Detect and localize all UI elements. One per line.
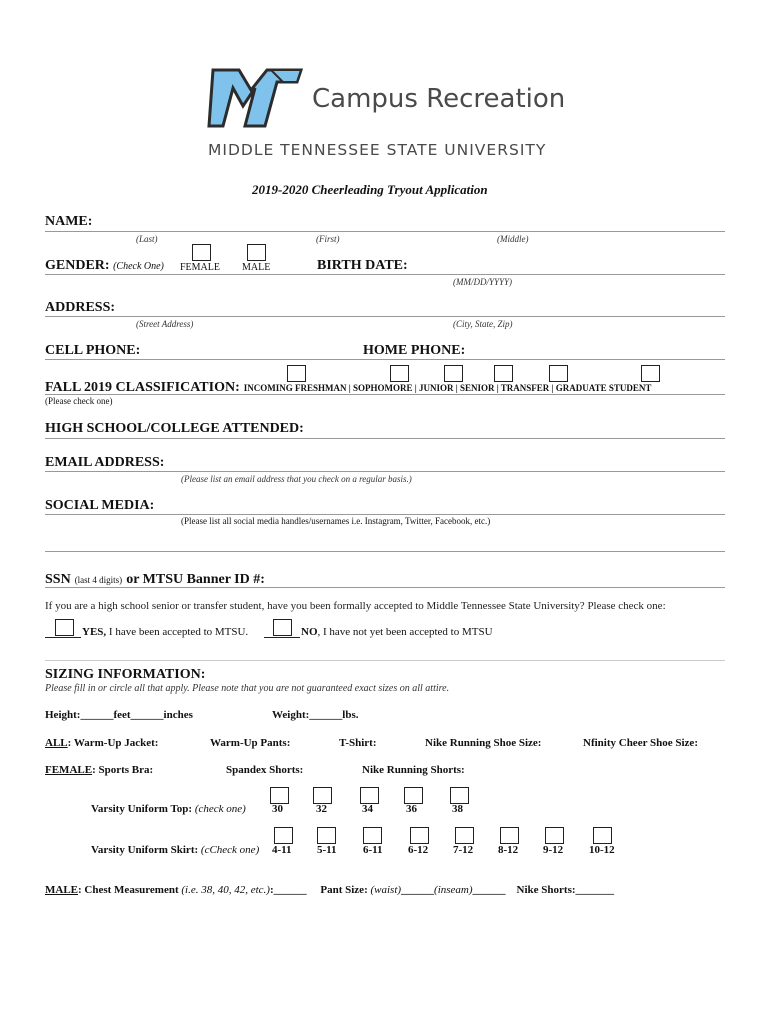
no-checkbox[interactable] bbox=[273, 619, 292, 636]
address-line bbox=[45, 316, 725, 317]
no-blank bbox=[264, 637, 300, 638]
tshirt-label: T-Shirt: bbox=[339, 737, 377, 749]
warmup-pants-label: Warm-Up Pants: bbox=[210, 737, 291, 749]
top-size-34: 34 bbox=[362, 803, 373, 815]
address-label: ADDRESS: bbox=[45, 300, 116, 315]
name-label: NAME: bbox=[45, 214, 93, 229]
running-shorts-label: Nike Running Shorts: bbox=[362, 764, 465, 776]
gender-hint: (Check One) bbox=[113, 261, 164, 272]
top-size-38: 38 bbox=[452, 803, 463, 815]
name-last-hint: (Last) bbox=[136, 234, 158, 244]
name-line bbox=[45, 231, 725, 232]
pant-waist-hint: (waist) bbox=[370, 884, 402, 896]
uniform-skirt-text: Varsity Uniform Skirt: bbox=[91, 844, 199, 856]
skirt-size-9-12: 9-12 bbox=[543, 844, 564, 856]
skirt-size-4-11: 4-11 bbox=[272, 844, 292, 856]
acceptance-question: If you are a high school senior or transfer student, have you been formally accepted to Middle Tennessee State University? Please check one: bbox=[45, 600, 666, 612]
social-media-label: SOCIAL MEDIA: bbox=[45, 498, 155, 513]
yes-blank bbox=[45, 637, 81, 638]
yes-bold: YES, bbox=[82, 626, 107, 638]
mt-logo-icon bbox=[205, 60, 305, 132]
social-line-2 bbox=[45, 551, 725, 552]
uniform-top-hint: (check one) bbox=[194, 803, 246, 815]
social-hint: (Please list all social media handles/usernames i.e. Instagram, Twitter, Facebook, etc.) bbox=[181, 516, 491, 526]
email-line bbox=[45, 471, 725, 472]
skirt-size-10-12: 10-12 bbox=[589, 844, 615, 856]
no-bold: NO bbox=[301, 626, 318, 638]
ssn-label: SSN bbox=[45, 572, 71, 587]
classification-label: FALL 2019 CLASSIFICATION: bbox=[45, 380, 240, 395]
ssn-hint: (last 4 digits) bbox=[74, 575, 123, 585]
gender-label bbox=[45, 258, 164, 274]
sports-bra-label: : Sports Bra: bbox=[92, 764, 154, 776]
city-hint: (City, State, Zip) bbox=[453, 319, 513, 329]
name-middle-hint: (Middle) bbox=[497, 234, 529, 244]
gender-label-text: GENDER: bbox=[45, 258, 110, 273]
skirt-size-6-12: 6-12 bbox=[408, 844, 429, 856]
female-size-label: FEMALE bbox=[45, 764, 93, 776]
pant-inseam-hint: (inseam) bbox=[434, 884, 473, 896]
cheer-shoe-label: Nfinity Cheer Shoe Size: bbox=[583, 737, 698, 749]
top-size-36: 36 bbox=[406, 803, 417, 815]
male-label: MALE bbox=[242, 262, 271, 273]
sizing-note: Please fill in or circle all that apply. Please note that you are not guaranteed exact sizes on all attire. bbox=[45, 683, 450, 694]
skirt-6-11-checkbox[interactable] bbox=[363, 827, 382, 844]
all-row-label bbox=[45, 737, 158, 749]
male-checkbox[interactable] bbox=[247, 244, 266, 261]
yes-option bbox=[82, 626, 248, 638]
logo-title: Campus Recreation bbox=[312, 84, 566, 114]
sizing-divider bbox=[45, 660, 725, 661]
home-phone-label: HOME PHONE: bbox=[363, 343, 466, 358]
ssn-line bbox=[45, 587, 725, 588]
pant-inseam-blank[interactable]: ______ bbox=[472, 884, 506, 896]
skirt-size-8-12: 8-12 bbox=[498, 844, 519, 856]
uniform-top-text: Varsity Uniform Top: bbox=[91, 803, 193, 815]
school-label: HIGH SCHOOL/COLLEGE ATTENDED: bbox=[45, 421, 304, 436]
pant-waist-blank[interactable]: ______ bbox=[401, 884, 435, 896]
gender-line bbox=[45, 274, 725, 275]
skirt-5-11-checkbox[interactable] bbox=[317, 827, 336, 844]
skirt-6-12-checkbox[interactable] bbox=[410, 827, 429, 844]
yes-checkbox[interactable] bbox=[55, 619, 74, 636]
top-size-32: 32 bbox=[316, 803, 327, 815]
cell-phone-label: CELL PHONE: bbox=[45, 343, 141, 358]
birth-date-label: BIRTH DATE: bbox=[317, 258, 408, 273]
mt-logo bbox=[205, 60, 305, 132]
skirt-4-11-checkbox[interactable] bbox=[274, 827, 293, 844]
all-label: ALL bbox=[45, 737, 68, 749]
running-shoe-label: Nike Running Shoe Size: bbox=[425, 737, 542, 749]
uniform-top-label bbox=[91, 803, 246, 815]
sizing-title: SIZING INFORMATION: bbox=[45, 667, 206, 682]
weight-field[interactable]: Weight:______lbs. bbox=[272, 709, 359, 721]
top-36-checkbox[interactable] bbox=[404, 787, 423, 804]
classification-line bbox=[45, 394, 725, 395]
no-option bbox=[301, 626, 493, 638]
skirt-10-12-checkbox[interactable] bbox=[593, 827, 612, 844]
spandex-shorts-label: Spandex Shorts: bbox=[226, 764, 304, 776]
skirt-size-6-11: 6-11 bbox=[363, 844, 383, 856]
street-hint: (Street Address) bbox=[136, 319, 194, 329]
form-title: 2019-2020 Cheerleading Tryout Application bbox=[252, 182, 488, 197]
school-line bbox=[45, 438, 725, 439]
skirt-9-12-checkbox[interactable] bbox=[545, 827, 564, 844]
email-hint: (Please list an email address that you check on a regular basis.) bbox=[181, 474, 412, 484]
male-row bbox=[45, 884, 614, 896]
top-38-checkbox[interactable] bbox=[450, 787, 469, 804]
chest-hint: (i.e. 38, 40, 42, etc.) bbox=[181, 884, 270, 896]
no-text: , I have not yet been accepted to MTSU bbox=[317, 626, 493, 638]
chest-blank[interactable]: :______ bbox=[269, 884, 307, 896]
social-line-1 bbox=[45, 514, 725, 515]
top-30-checkbox[interactable] bbox=[270, 787, 289, 804]
classification-hint: (Please check one) bbox=[45, 396, 113, 406]
uniform-skirt-hint: (cCheck one) bbox=[200, 844, 260, 856]
uniform-skirt-label bbox=[91, 844, 259, 856]
skirt-7-12-checkbox[interactable] bbox=[455, 827, 474, 844]
skirt-size-7-12: 7-12 bbox=[453, 844, 474, 856]
skirt-8-12-checkbox[interactable] bbox=[500, 827, 519, 844]
chest-measurement-label: : Chest Measurement bbox=[78, 884, 179, 896]
nike-shorts-field[interactable]: Nike Shorts:_______ bbox=[516, 884, 615, 896]
university-name: MIDDLE TENNESSEE STATE UNIVERSITY bbox=[208, 141, 547, 159]
phone-line bbox=[45, 359, 725, 360]
warmup-jacket-label: : Warm-Up Jacket: bbox=[67, 737, 159, 749]
email-label: EMAIL ADDRESS: bbox=[45, 455, 165, 470]
ssn-row bbox=[45, 570, 265, 588]
male-size-label: MALE bbox=[45, 884, 78, 896]
female-checkbox[interactable] bbox=[192, 244, 211, 261]
top-34-checkbox[interactable] bbox=[360, 787, 379, 804]
female-label: FEMALE bbox=[180, 262, 220, 273]
top-size-30: 30 bbox=[272, 803, 283, 815]
pant-size-label: Pant Size: bbox=[320, 884, 368, 896]
classification-options: INCOMING FRESHMAN | SOPHOMORE | JUNIOR | SENIOR | TRANSFER | GRADUATE STUDENT bbox=[243, 383, 652, 393]
birth-format-hint: (MM/DD/YYYY) bbox=[453, 277, 513, 287]
skirt-size-5-11: 5-11 bbox=[317, 844, 337, 856]
height-field[interactable]: Height:______feet______inches bbox=[45, 709, 193, 721]
yes-text: I have been accepted to MTSU. bbox=[108, 626, 249, 638]
female-row-label bbox=[45, 764, 153, 776]
top-32-checkbox[interactable] bbox=[313, 787, 332, 804]
banner-id-label: or MTSU Banner ID #: bbox=[126, 572, 265, 587]
name-first-hint: (First) bbox=[316, 234, 340, 244]
